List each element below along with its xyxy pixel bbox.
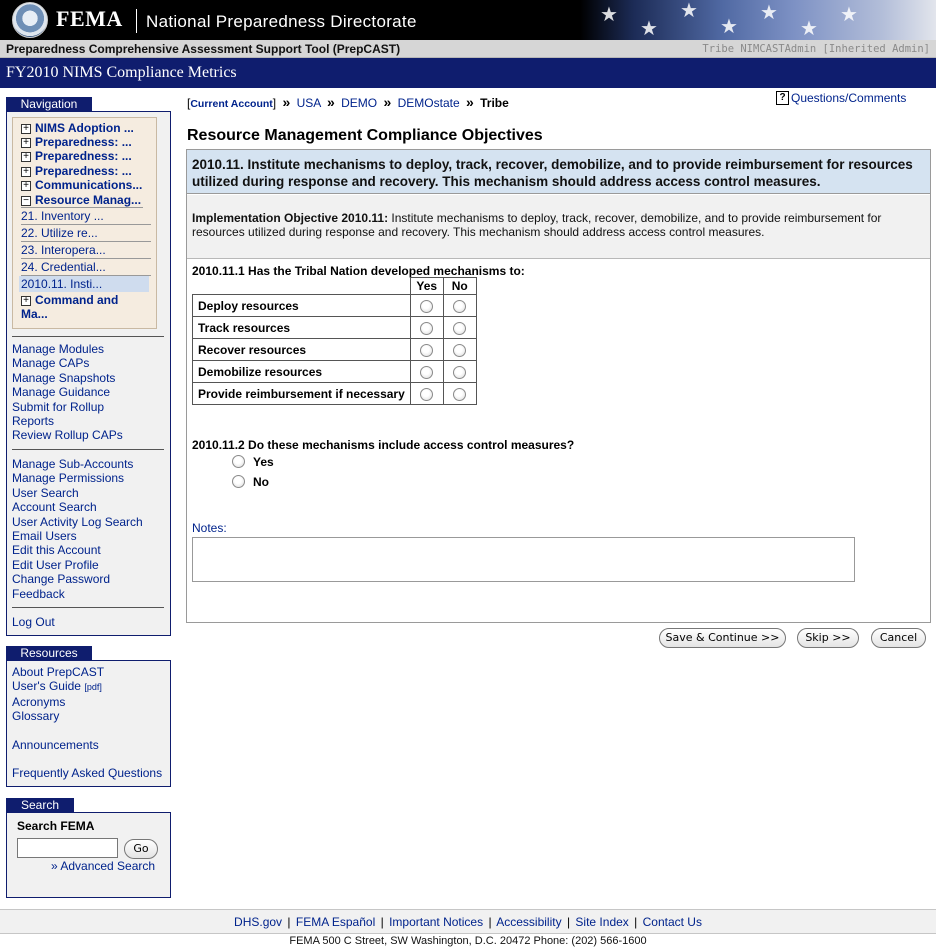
footer-espanol-link[interactable]: FEMA Español [295,915,376,929]
manage-guidance-link[interactable]: Manage Guidance [12,385,111,400]
breadcrumb: [Current Account] » USA » DEMO » DEMOstate » Tribe [187,94,509,110]
acronyms-link[interactable]: Acronyms [12,694,66,709]
nav-links-accounts [12,457,143,601]
tree-child-inventory[interactable]: 21. Inventory ... [21,209,104,223]
feedback-link[interactable]: Feedback [12,586,65,601]
fema-logo[interactable]: FEMA [56,6,123,31]
user-search-link[interactable]: User Search [12,485,79,500]
advanced-search-link[interactable]: » Advanced Search [51,859,156,873]
edit-account-link[interactable]: Edit this Account [12,543,101,558]
pdf-tag: [pdf] [84,682,102,693]
tree-divider [21,258,151,259]
row-label: Provide reimbursement if necessary [193,383,411,405]
announcements-link[interactable]: Announcements [12,737,99,752]
demobilize-yes-radio[interactable] [420,366,433,379]
flag-banner: ★ ★ ★ ★ ★ ★ ★ [580,0,936,40]
implementation-objective [187,195,930,259]
email-users-link[interactable]: Email Users [12,529,77,544]
impl-text: Institute mechanisms to deploy, track, recover, demobilize, and to provide reimbursement for resources utilized during response and recovery. This mechanism should address access control measures. [192,211,882,239]
skip-button[interactable]: Skip >> [797,628,859,648]
manage-modules-link[interactable]: Manage Modules [12,342,105,356]
save-continue-button[interactable]: Save & Continue >> [659,628,786,648]
expand-icon[interactable]: + [21,167,31,177]
account-search-link[interactable]: Account Search [12,500,97,515]
footer-dhs-link[interactable]: DHS.gov [234,915,283,929]
tree-divider [21,241,151,242]
breadcrumb-sep: » [465,94,474,110]
table-row [193,383,477,405]
nav-links-admin [12,342,123,443]
questions-comments[interactable] [776,91,906,105]
tree-child-selected-objective[interactable]: 2010.11. Insti... [21,277,103,291]
notes-label: Notes: [192,521,227,535]
col-yes: Yes [410,278,443,295]
search-box [6,812,171,898]
nav-logout [12,615,55,629]
question-1-label: 2010.11.1 Has the Tribal Nation developed mechanisms to: [192,264,525,278]
user-activity-log-link[interactable]: User Activity Log Search [12,514,143,529]
header-divider [136,9,137,33]
logout-link[interactable]: Log Out [12,615,55,629]
help-icon[interactable]: ? [776,91,789,105]
questions-comments-link[interactable]: Questions/Comments [791,91,907,105]
tree-divider [21,207,143,208]
reports-link[interactable]: Reports [12,414,55,429]
app-bar [0,40,936,58]
page-title: FY2010 NIMS Compliance Metrics [6,64,237,81]
change-password-link[interactable]: Change Password [12,572,111,587]
manage-caps-link[interactable]: Manage CAPs [12,356,90,371]
cancel-button[interactable]: Cancel [871,628,926,648]
notes-textarea[interactable] [192,537,855,582]
expand-icon[interactable]: + [21,296,31,306]
expand-icon[interactable]: + [21,124,31,134]
tree-item-preparedness-3[interactable]: + Preparedness: ... [21,164,132,178]
expand-icon[interactable]: + [21,152,31,162]
manage-permissions-link[interactable]: Manage Permissions [12,471,125,486]
tree-item-communications[interactable]: + Communications... [21,178,142,192]
resources-tab: Resources [6,646,92,660]
col-no: No [443,278,476,295]
breadcrumb-current: Tribe [480,96,509,110]
faq-link[interactable]: Frequently Asked Questions [12,766,163,781]
tree-item-command-management-cont[interactable]: Ma... [21,307,48,321]
review-rollup-caps-link[interactable]: Review Rollup CAPs [12,428,123,443]
reimbursement-yes-radio[interactable] [420,388,433,401]
tree-divider [21,275,151,276]
site-header [0,0,936,40]
footer-address: FEMA 500 C Street, SW Washington, D.C. 20472 Phone: (202) 566-1600 [289,935,647,947]
breadcrumb-usa[interactable]: USA [296,96,321,110]
objective-panel [186,149,931,623]
search-title: Search FEMA [17,819,95,833]
footer-notices-link[interactable]: Important Notices [389,915,484,929]
tree-item-preparedness-2[interactable]: + Preparedness: ... [21,149,132,163]
glossary-link[interactable]: Glossary [12,709,60,724]
track-no-radio[interactable] [453,322,466,335]
breadcrumb-sep: » [326,94,335,110]
footer-site-index-link[interactable]: Site Index [575,915,629,929]
tree-child-credential[interactable]: 24. Credential... [21,260,106,274]
go-button[interactable]: Go [124,839,158,859]
deploy-no-radio[interactable] [453,300,466,313]
breadcrumb-sep: » [282,94,291,110]
app-name: Preparedness Comprehensive Assessment Support Tool (PrepCAST) [6,42,401,56]
q2-option-yes[interactable]: Yes [232,455,274,469]
tree-item-nims-adoption[interactable]: + NIMS Adoption ... [21,121,134,135]
about-prepcast-link[interactable]: About PrepCAST [12,665,105,679]
nav-divider [12,607,164,608]
directorate-title: National Preparedness Directorate [146,12,417,31]
breadcrumb-demostate[interactable]: DEMOstate [397,96,460,110]
table-row [193,361,477,383]
tree-child-interoperability[interactable]: 23. Interopera... [21,243,106,257]
row-label: Recover resources [193,339,411,361]
nav-divider [12,449,164,450]
manage-snapshots-link[interactable]: Manage Snapshots [12,370,116,385]
edit-user-profile-link[interactable]: Edit User Profile [12,557,99,572]
q2-option-no[interactable]: No [232,475,269,489]
search-tab: Search [6,798,74,812]
track-yes-radio[interactable] [420,322,433,335]
tree-item-resource-management[interactable]: − Resource Manag... [21,193,141,207]
footer-contact-link[interactable]: Contact Us [642,915,702,929]
row-label: Track resources [193,317,411,339]
users-guide-link[interactable]: User's Guide [pdf] [12,679,102,694]
row-label: Deploy resources [193,295,411,317]
section-title: Resource Management Compliance Objectives [187,127,543,144]
table-row [193,339,477,361]
tree-child-utilize[interactable]: 22. Utilize re... [21,226,98,240]
footer-links: DHS.gov | FEMA Español | Important Notices | Accessibility | Site Index | Contact Us [0,909,936,934]
expand-icon[interactable]: + [21,138,31,148]
title-bar [0,58,936,88]
module-tree [12,117,157,329]
breadcrumb-demo[interactable]: DEMO [341,96,378,110]
row-label: Demobilize resources [193,361,411,383]
demobilize-no-radio[interactable] [453,366,466,379]
current-account-link[interactable]: Current Account [190,98,273,110]
search-input[interactable] [17,838,118,858]
table-row [193,317,477,339]
submit-rollup-link[interactable]: Submit for Rollup [12,399,105,414]
expand-icon[interactable]: + [21,181,31,191]
collapse-icon[interactable]: − [21,196,31,206]
dhs-seal-icon [12,2,48,38]
q2-yes-radio[interactable] [232,455,245,468]
breadcrumb-sep: » [383,94,392,110]
recover-no-radio[interactable] [453,344,466,357]
tree-divider [21,224,151,225]
question-2-label: 2010.11.2 Do these mechanisms include access control measures? [192,438,575,452]
footer-accessibility-link[interactable]: Accessibility [496,915,562,929]
deploy-yes-radio[interactable] [420,300,433,313]
manage-sub-accounts-link[interactable]: Manage Sub-Accounts [12,457,134,471]
reimbursement-no-radio[interactable] [453,388,466,401]
q2-no-radio[interactable] [232,475,245,488]
recover-yes-radio[interactable] [420,344,433,357]
user-info: Tribe NIMCASTAdmin [Inherited Admin] [702,43,930,55]
objective-header: 2010.11. Institute mechanisms to deploy, track, recover, demobilize, and to provide reimbursement for resources utilized during response and recovery. This mechanism should address access control measures. [187,150,930,194]
question-1-table [192,277,477,405]
nav-divider [12,336,164,337]
tree-item-preparedness-1[interactable]: + Preparedness: ... [21,135,132,149]
tree-item-command-management[interactable]: + Command and [21,293,118,307]
table-row [193,295,477,317]
impl-label: Implementation Objective 2010.11: [192,211,389,225]
navigation-tab: Navigation [6,97,92,111]
resources-links [12,665,162,780]
